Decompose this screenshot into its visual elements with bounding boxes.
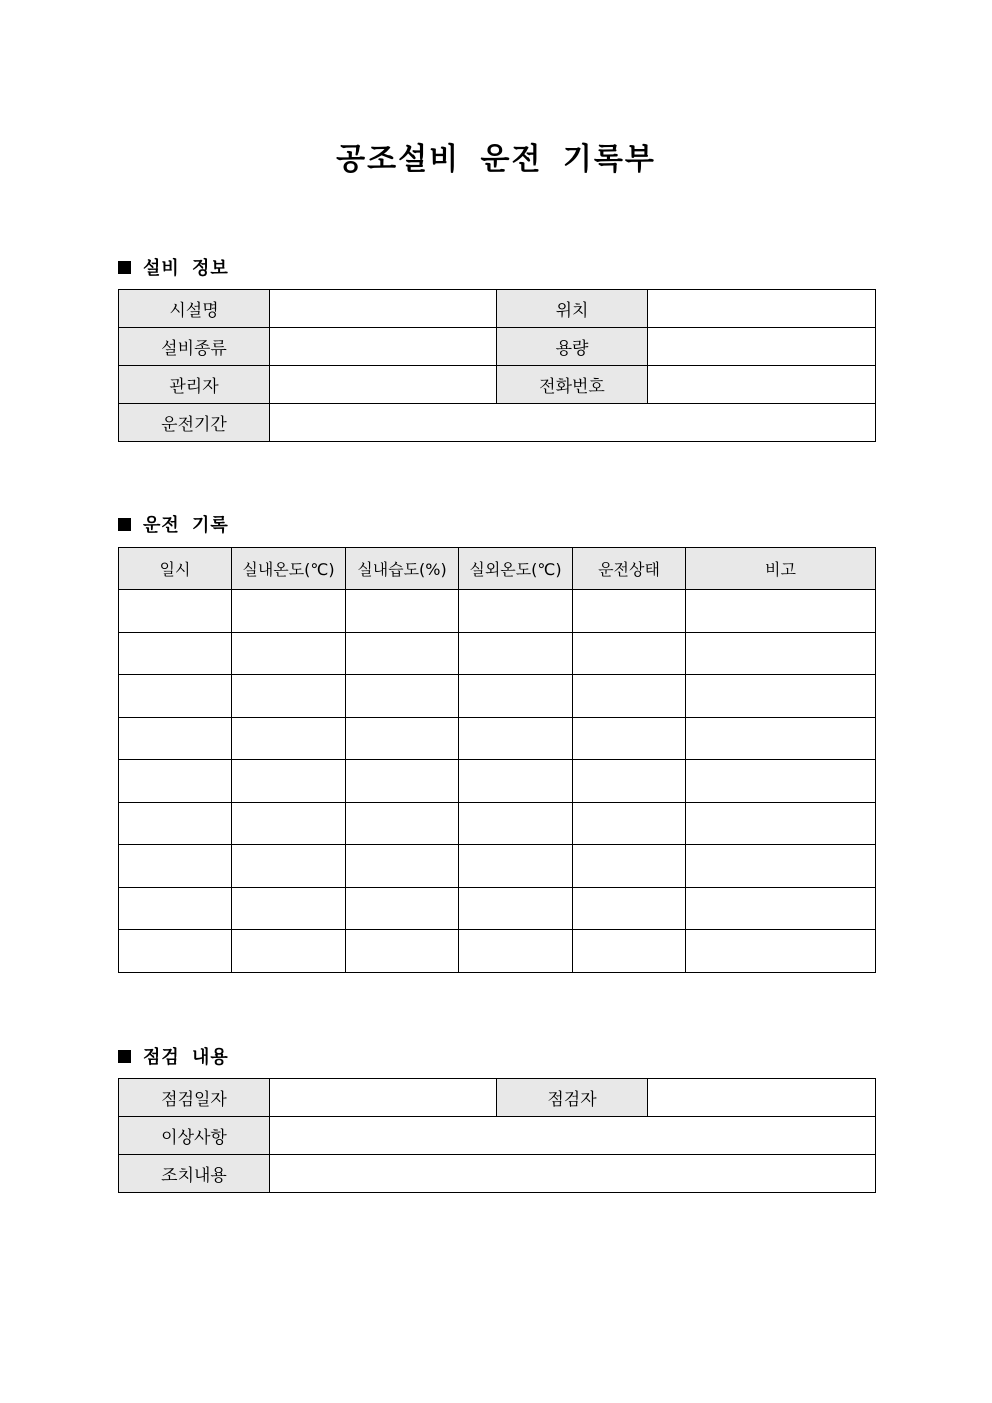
equipment-info-table [118, 289, 876, 442]
facility-name-field[interactable] [270, 290, 497, 328]
log-cell[interactable] [232, 632, 346, 675]
table-row [119, 1155, 876, 1193]
location-label: 위치 [497, 290, 648, 328]
table-row [119, 290, 876, 328]
equipment-type-label: 설비종류 [119, 328, 270, 366]
column-header-indoor-humidity: 실내습도(%) [346, 548, 459, 590]
log-cell[interactable] [573, 632, 686, 675]
equipment-type-field[interactable] [270, 328, 497, 366]
log-cell[interactable] [459, 845, 573, 888]
table-header-row [119, 548, 876, 590]
log-cell[interactable] [573, 930, 686, 973]
log-cell[interactable] [686, 887, 876, 930]
facility-name-label: 시설명 [119, 290, 270, 328]
log-cell[interactable] [573, 887, 686, 930]
log-cell[interactable] [119, 760, 232, 803]
table-row [119, 930, 876, 973]
actions-label: 조치내용 [119, 1155, 270, 1193]
log-cell[interactable] [232, 590, 346, 633]
log-cell[interactable] [232, 760, 346, 803]
column-header-datetime: 일시 [119, 548, 232, 590]
table-row [119, 717, 876, 760]
log-cell[interactable] [119, 632, 232, 675]
equipment-section-heading [118, 254, 229, 280]
log-cell[interactable] [459, 632, 573, 675]
operation-period-label: 운전기간 [119, 404, 270, 442]
log-cell[interactable] [346, 590, 459, 633]
log-cell[interactable] [232, 717, 346, 760]
inspection-heading-text: 점검 내용 [143, 1047, 229, 1068]
log-cell[interactable] [573, 675, 686, 718]
log-cell[interactable] [346, 760, 459, 803]
square-bullet-icon [118, 518, 131, 531]
log-cell[interactable] [686, 845, 876, 888]
square-bullet-icon [118, 261, 131, 274]
inspection-date-label: 점검일자 [119, 1079, 270, 1117]
abnormalities-label: 이상사항 [119, 1117, 270, 1155]
equipment-heading-text: 설비 정보 [143, 258, 229, 279]
log-cell[interactable] [119, 845, 232, 888]
log-cell[interactable] [346, 632, 459, 675]
manager-label: 관리자 [119, 366, 270, 404]
log-cell[interactable] [119, 590, 232, 633]
log-cell[interactable] [232, 887, 346, 930]
column-header-remarks: 비고 [686, 548, 876, 590]
inspection-section-heading [118, 1043, 229, 1069]
table-row [119, 366, 876, 404]
log-cell[interactable] [686, 930, 876, 973]
table-row [119, 887, 876, 930]
table-row [119, 590, 876, 633]
log-cell[interactable] [459, 887, 573, 930]
column-header-indoor-temp: 실내온도(℃) [232, 548, 346, 590]
table-row [119, 632, 876, 675]
log-cell[interactable] [686, 760, 876, 803]
log-cell[interactable] [119, 802, 232, 845]
log-cell[interactable] [573, 802, 686, 845]
capacity-field[interactable] [648, 328, 876, 366]
table-row [119, 675, 876, 718]
square-bullet-icon [118, 1050, 131, 1063]
column-header-outdoor-temp: 실외온도(℃) [459, 548, 573, 590]
log-cell[interactable] [346, 845, 459, 888]
log-cell[interactable] [686, 675, 876, 718]
operation-log-body [119, 590, 876, 973]
log-cell[interactable] [686, 717, 876, 760]
inspector-field[interactable] [648, 1079, 876, 1117]
log-cell[interactable] [346, 887, 459, 930]
log-cell[interactable] [459, 675, 573, 718]
log-cell[interactable] [119, 675, 232, 718]
log-cell[interactable] [459, 590, 573, 633]
log-cell[interactable] [686, 590, 876, 633]
log-cell[interactable] [346, 802, 459, 845]
log-cell[interactable] [573, 845, 686, 888]
phone-label: 전화번호 [497, 366, 648, 404]
table-row [119, 760, 876, 803]
table-row [119, 845, 876, 888]
inspector-label: 점검자 [497, 1079, 648, 1117]
column-header-operation-status: 운전상태 [573, 548, 686, 590]
log-cell[interactable] [232, 930, 346, 973]
log-cell[interactable] [119, 930, 232, 973]
log-cell[interactable] [232, 675, 346, 718]
log-cell[interactable] [346, 675, 459, 718]
phone-field[interactable] [648, 366, 876, 404]
table-row [119, 802, 876, 845]
log-cell[interactable] [686, 802, 876, 845]
log-cell[interactable] [573, 717, 686, 760]
inspection-date-field[interactable] [270, 1079, 497, 1117]
operation-log-table [118, 547, 876, 973]
table-row [119, 1117, 876, 1155]
log-cell[interactable] [459, 760, 573, 803]
log-cell[interactable] [232, 845, 346, 888]
log-cell[interactable] [232, 802, 346, 845]
capacity-label: 용량 [497, 328, 648, 366]
log-cell[interactable] [459, 802, 573, 845]
operation-log-section-heading [118, 511, 229, 537]
actions-field[interactable] [270, 1155, 876, 1193]
document-title: 공조설비 운전 기록부 [336, 142, 656, 177]
table-row [119, 404, 876, 442]
log-cell[interactable] [686, 632, 876, 675]
location-field[interactable] [648, 290, 876, 328]
log-cell[interactable] [573, 590, 686, 633]
operation-period-field[interactable] [270, 404, 876, 442]
table-row [119, 1079, 876, 1117]
table-row [119, 328, 876, 366]
log-cell[interactable] [346, 930, 459, 973]
log-cell[interactable] [459, 717, 573, 760]
manager-field[interactable] [270, 366, 497, 404]
log-cell[interactable] [346, 717, 459, 760]
abnormalities-field[interactable] [270, 1117, 876, 1155]
log-cell[interactable] [573, 760, 686, 803]
log-cell[interactable] [119, 887, 232, 930]
log-cell[interactable] [459, 930, 573, 973]
log-cell[interactable] [119, 717, 232, 760]
operation-log-heading-text: 운전 기록 [143, 515, 229, 536]
inspection-table [118, 1078, 876, 1193]
